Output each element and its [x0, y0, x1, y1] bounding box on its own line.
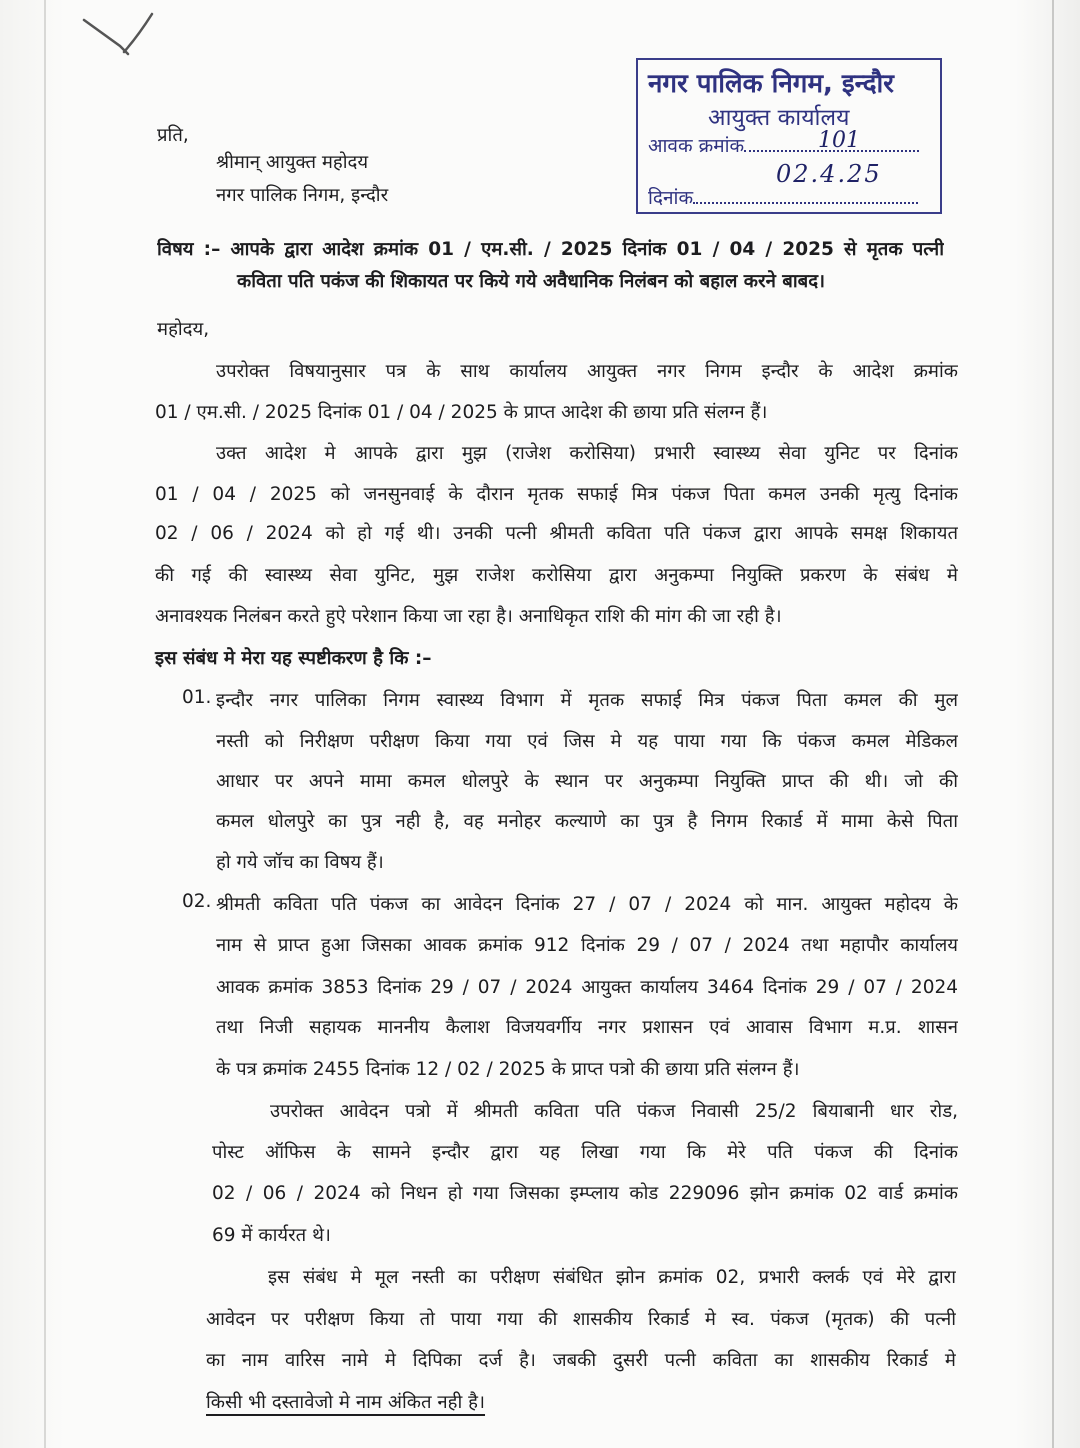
stamp-date-value: 02.4.25	[776, 160, 882, 188]
para2-line-4: की गई की स्वास्थ्य सेवा युनिट, मुझ राजेश करोसिया द्वारा अनुकम्पा नियुक्ति प्रकरण के संबंध मे	[155, 565, 958, 586]
point2-number: 02.	[182, 891, 212, 912]
point1-line-2: नस्ती को निरीक्षण परीक्षण किया गया एवं जिस मे यह पाया गया कि पंकज कमल मेडिकल	[216, 731, 958, 752]
subject-line-2: कविता पति पकंज की शिकायत पर किये गये अवैधानिक निलंबन को बहाल करने बाबद।	[237, 271, 826, 292]
clarification-heading: इस संबंध मे मेरा यह स्पष्टीकरण है कि :–	[155, 648, 432, 669]
para3-line-3: 02 / 06 / 2024 को निधन हो गया जिसका इम्प्लाय कोड 229096 झोन क्रमांक 02 वार्ड क्रमांक	[212, 1183, 958, 1204]
point2-line-2: नाम से प्राप्त हुआ जिसका आवक क्रमांक 912 दिनांक 29 / 07 / 2024 तथा महापौर कार्यालय	[216, 935, 958, 956]
para2-line-5: अनावश्यक निलंबन करते हुऐ परेशान किया जा रहा है। अनाधिकृत राशि की मांग की जा रही है।	[155, 606, 782, 627]
para4-line-1: इस संबंध मे मूल नस्ती का परीक्षण संबंधित झोन क्रमांक 02, प्रभारी क्लर्क एवं मेरे द्वारा	[268, 1267, 956, 1288]
address-to: प्रति,	[157, 125, 189, 146]
para3-line-1: उपरोक्त आवेदन पत्रो में श्रीमती कविता पति पंकज निवासी 25/2 बियाबानी धार रोड,	[270, 1101, 958, 1122]
page-right-edge	[1052, 0, 1054, 1448]
para1-line-2: 01 / एम.सी. / 2025 दिनांक 01 / 04 / 2025 के प्राप्त आदेश की छाया प्रति संलग्न हैं।	[155, 402, 768, 423]
para2-line-3: 02 / 06 / 2024 को हो गई थी। उनकी पत्नी श्रीमती कविता पति पंकज द्वारा आपके समक्ष शिकायत	[155, 523, 958, 544]
point2-line-4: तथा निजी सहायक माननीय कैलाश विजयवर्गीय नगर प्रशासन एवं आवास विभाग म.प्र. शासन	[216, 1017, 958, 1038]
subject-line-1: विषय :– आपके द्वारा आदेश क्रमांक 01 / एम.सी. / 2025 दिनांक 01 / 04 / 2025 से मृतक पत्नी	[157, 239, 944, 260]
salutation: महोदय,	[157, 319, 210, 340]
point2-line-1: श्रीमती कविता पति पंकज का आवेदन दिनांक 27 / 07 / 2024 को मान. आयुक्त महोदय के	[216, 894, 958, 915]
stamp-office: आयुक्त कार्यालय	[708, 105, 850, 131]
address-line-1: श्रीमान् आयुक्त महोदय	[216, 152, 369, 173]
stamp-inward-number: 101	[818, 128, 860, 153]
page-left-edge	[44, 0, 46, 1448]
point2-line-5: के पत्र क्रमांक 2455 दिनांक 12 / 02 / 2025 के प्राप्त पत्रो की छाया प्रति संलग्न हैं।	[216, 1059, 800, 1080]
point1-number: 01.	[182, 687, 212, 708]
para2-line-2: 01 / 04 / 2025 को जनसुनवाई के दौरान मृतक सफाई मित्र पंकज पिता कमल उनकी मृत्यु दिनांक	[155, 484, 958, 505]
point1-line-3: आधार पर अपने मामा कमल धोलपुरे के स्थान पर अनुकम्पा नियुक्ति प्राप्त की थी। जो की	[216, 771, 958, 792]
para4-line-2: आवेदन पर परीक्षण किया तो पाया गया की शासकीय रिकार्ड मे स्व. पंकज (मृतक) की पत्नी	[206, 1309, 956, 1330]
stamp-title: नगर पालिक निगम, इन्दौर	[648, 69, 894, 99]
para4-line-3: का नाम वारिस नामे मे दिपिका दर्ज है। जबकी दुसरी पत्नी कविता का शासकीय रिकार्ड मे	[206, 1350, 956, 1371]
para3-line-4: 69 में कार्यरत थे।	[212, 1225, 331, 1246]
stamp-date-label: दिनांक	[648, 187, 694, 209]
para2-line-1: उक्त आदेश मे आपके द्वारा मुझ (राजेश करोसिया) प्रभारी स्वास्थ्य सेवा युनिट पर दिनांक	[216, 443, 958, 464]
handwritten-tick-mark	[80, 6, 170, 66]
stamp-inward-label: आवक क्रमांक	[648, 135, 745, 157]
para1-line-1: उपरोक्त विषयानुसार पत्र के साथ कार्यालय आयुक्त नगर निगम इन्दौर के आदेश क्रमांक	[216, 361, 958, 382]
inward-stamp	[636, 58, 942, 214]
stamp-inward-row	[648, 132, 933, 158]
point2-line-3: आवक क्रमांक 3853 दिनांक 29 / 07 / 2024 आयुक्त कार्यालय 3464 दिनांक 29 / 07 / 2024	[216, 977, 958, 998]
address-line-2: नगर पालिक निगम, इन्दौर	[216, 185, 389, 206]
point1-line-4: कमल धोलपुरे का पुत्र नही है, वह मनोहर कल्याणे का पुत्र है निगम रिकार्ड में मामा केसे पिता	[216, 811, 958, 832]
stamp-date-row	[648, 184, 918, 210]
point1-line-5: हो गये जॉच का विषय हैं।	[216, 852, 384, 873]
para3-line-2: पोस्ट ऑफिस के सामने इन्दौर द्वारा यह लिखा गया कि मेरे पति पंकज की दिनांक	[212, 1142, 958, 1163]
para4-line-4: किसी भी दस्तावेजो मे नाम अंकित नही है।	[206, 1392, 486, 1413]
point1-line-1: इन्दौर नगर पालिका निगम स्वास्थ्य विभाग में मृतक सफाई मित्र पंकज पिता कमल की मुल	[216, 690, 958, 711]
